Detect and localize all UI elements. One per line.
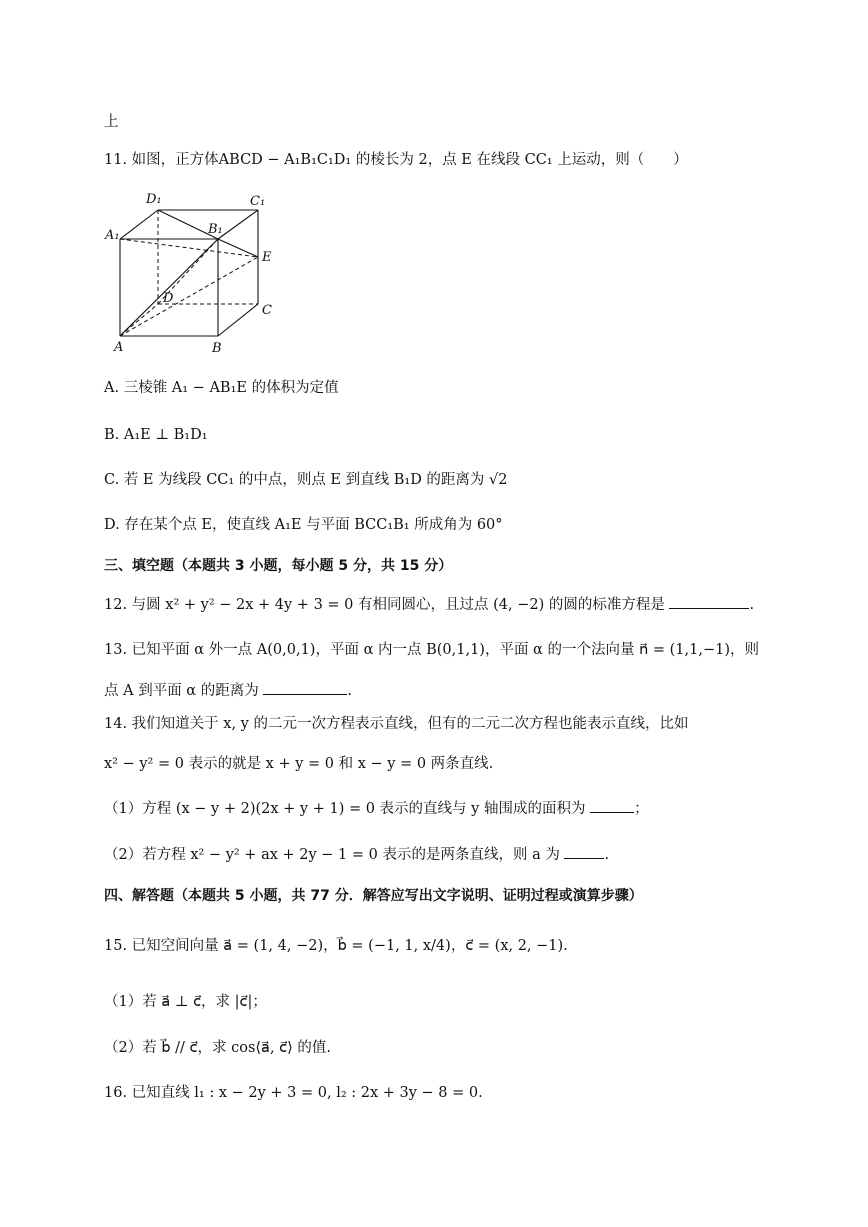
question-14-line-1: 14. 我们知道关于 x, y 的二元一次方程表示直线，但有的二元二次方程也能表示直线，比如 xyxy=(104,716,689,732)
edge-ab1 xyxy=(120,239,218,336)
question-13-text: 点 A 到平面 α 的距离为 xyxy=(104,683,259,699)
vertex-label-e: E xyxy=(262,250,272,265)
option-d: D. 存在某个点 E，使直线 A₁E 与平面 BCC₁B₁ 所成角为 60° xyxy=(104,517,503,533)
period: . xyxy=(749,597,755,613)
period: . xyxy=(604,847,610,863)
edge-b1e xyxy=(218,239,258,257)
section-4-heading: 四、解答题（本题共 5 小题，共 77 分．解答应写出文字说明、证明过程或演算步骤） xyxy=(104,888,643,904)
question-15-part-1: （1）若 a⃗ ⊥ c⃗，求 |c⃗|； xyxy=(104,994,267,1010)
vertex-label-b1: B₁ xyxy=(208,222,223,237)
vertex-label-d: D xyxy=(163,291,174,306)
section-3-heading: 三、填空题（本题共 3 小题，每小题 5 分，共 15 分） xyxy=(104,558,453,574)
vertex-label-a1: A₁ xyxy=(105,228,120,243)
edge-bc xyxy=(218,304,258,336)
vertex-label-c1: C₁ xyxy=(250,194,266,209)
edge-ae-hidden xyxy=(120,257,258,336)
question-14-part-1-text: （1）方程 (x − y + 2)(2x + y + 1) = 0 表示的直线与 y 轴围成的面积为 xyxy=(104,801,586,817)
vertex-label-a: A xyxy=(114,340,124,355)
question-14-part-2-text: （2）若方程 x² − y² + ax + 2y − 1 = 0 表示的是两条直线，则 a 为 xyxy=(104,847,560,863)
question-13-line-2 xyxy=(104,680,352,701)
question-12 xyxy=(104,594,754,615)
answer-blank xyxy=(564,844,604,859)
option-c: C. 若 E 为线段 CC₁ 的中点，则点 E 到直线 B₁D 的距离为 √2 xyxy=(104,472,508,488)
question-11-stem: 11. 如图，正方体ABCD − A₁B₁C₁D₁ 的棱长为 2，点 E 在线段 CC₁ 上运动，则（ ） xyxy=(104,152,688,168)
vertex-label-c: C xyxy=(262,303,272,318)
question-15-part-2: （2）若 b⃗ // c⃗，求 cos⟨a⃗, c⃗⟩ 的值. xyxy=(104,1040,332,1056)
question-16: 16. 已知直线 l₁ : x − 2y + 3 = 0, l₂ : 2x + 3y − 8 = 0. xyxy=(104,1085,483,1101)
vertex-label-d1: D₁ xyxy=(146,192,162,207)
question-13-line-1: 13. 已知平面 α 外一点 A(0,0,1)，平面 α 内一点 B(0,1,1)，平面 α 的一个法向量 n⃗ = (1,1,−1)，则 xyxy=(104,642,759,658)
semicolon: ； xyxy=(634,801,649,817)
answer-blank xyxy=(263,680,347,695)
edge-ad-hidden xyxy=(120,304,158,336)
page-fragment-text: 上 xyxy=(104,114,119,130)
question-14-line-2: x² − y² = 0 表示的就是 x + y = 0 和 x − y = 0 两条直线. xyxy=(104,756,494,772)
answer-blank xyxy=(669,594,749,609)
question-14-part-2 xyxy=(104,844,609,865)
question-12-text: 12. 与圆 x² + y² − 2x + 4y + 3 = 0 有相同圆心，且过点 (4, −2) 的圆的标准方程是 xyxy=(104,597,665,613)
edge-a1d1 xyxy=(120,210,158,239)
option-b: B. A₁E ⊥ B₁D₁ xyxy=(104,427,208,443)
period: . xyxy=(347,683,352,699)
question-14-part-1 xyxy=(104,798,649,819)
vertex-label-b: B xyxy=(212,341,222,356)
edge-b1c1 xyxy=(218,210,258,239)
cube-figure xyxy=(100,188,280,358)
answer-blank xyxy=(590,798,634,813)
question-15: 15. 已知空间向量 a⃗ = (1, 4, −2)，b⃗ = (−1, 1, x/4)，c⃗ = (x, 2, −1). xyxy=(104,938,568,954)
option-a: A. 三棱锥 A₁ − AB₁E 的体积为定值 xyxy=(104,380,339,396)
